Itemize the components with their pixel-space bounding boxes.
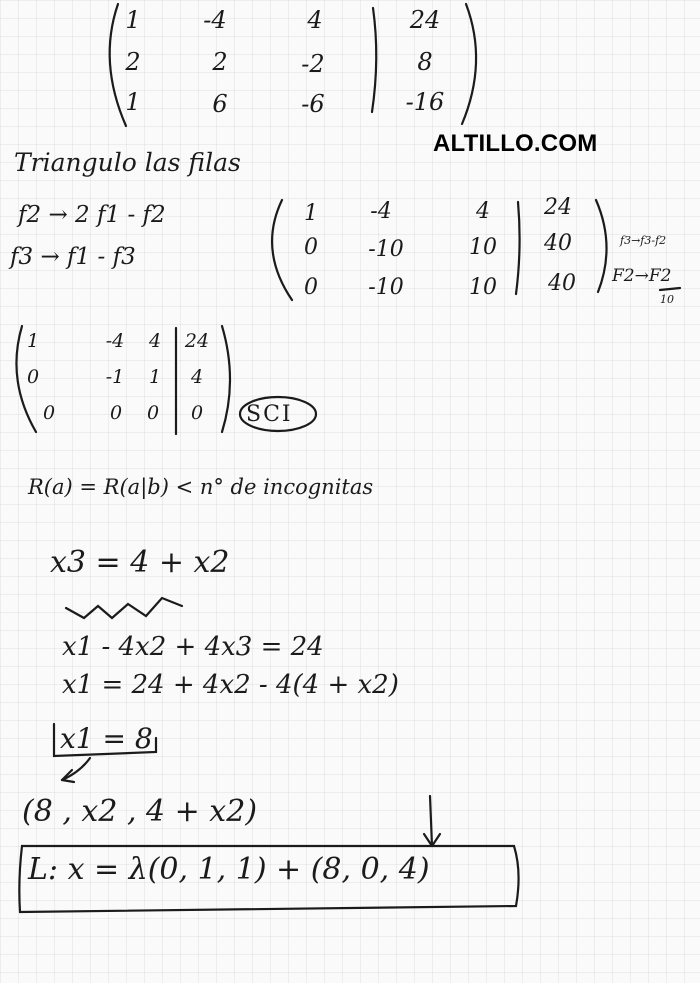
- equation-x3: x3 = 4 + x2: [50, 545, 230, 580]
- m1-r2c1: 2: [125, 48, 141, 76]
- rank-statement: R(a) = R(a|b) < n° de incognitas: [28, 475, 374, 499]
- m2-r3c3: 10: [469, 275, 497, 300]
- m3-r2c2: -1: [105, 366, 125, 388]
- m1-r3c3: -6: [301, 90, 325, 118]
- m2-r2c2: -10: [368, 237, 404, 262]
- m2-r3c1: 0: [304, 275, 318, 300]
- x1-box: [54, 724, 156, 756]
- m2-r2c3: 10: [469, 235, 497, 260]
- m3-r1c4: 24: [184, 330, 210, 352]
- m3-right-paren: [222, 326, 230, 432]
- m3-r2c1: 0: [26, 366, 40, 388]
- m2-r3c4: 40: [548, 271, 576, 296]
- m2-r2c4: 40: [544, 231, 572, 256]
- m2-r1c4: 24: [544, 195, 572, 220]
- m3-r3c2: 0: [109, 402, 123, 424]
- m3-r2c4: 4: [190, 366, 204, 388]
- m1-r3c4: -16: [405, 88, 445, 116]
- m1-r1c1: 1: [125, 6, 141, 34]
- m3-r1c2: -4: [105, 330, 125, 352]
- m1-r1c3: 4: [307, 6, 323, 34]
- side-note-2: F2→F2: [612, 266, 672, 286]
- m2-right-paren: [596, 200, 607, 292]
- solution-box: [19, 846, 518, 912]
- scribble: [66, 598, 182, 618]
- m3-left-paren: [16, 326, 36, 432]
- m1-divider: [372, 8, 376, 112]
- m2-r1c3: 4: [476, 199, 490, 224]
- m1-r2c2: 2: [212, 48, 228, 76]
- m3-r1c3: 4: [148, 330, 162, 352]
- m2-r3c2: -10: [368, 275, 404, 300]
- brand-logo-text: ALTILLO.COM: [433, 130, 598, 157]
- m1-r2c4: 8: [417, 48, 433, 76]
- equation-x1-substitution: x1 = 24 + 4x2 - 4(4 + x2): [62, 670, 399, 700]
- sci-label: SCI: [246, 402, 293, 427]
- sci-circle: [240, 397, 316, 431]
- m3-r2c3: 1: [148, 366, 162, 388]
- m1-r3c1: 1: [125, 88, 141, 116]
- m1-r3c2: 6: [212, 90, 228, 118]
- m2-left-paren: [272, 200, 292, 300]
- m3-r3c4: 0: [190, 402, 204, 424]
- m1-left-paren: [110, 4, 126, 126]
- m1-r1c2: -4: [203, 6, 227, 34]
- m2-r1c2: -4: [370, 199, 392, 224]
- m1-right-paren: [462, 4, 476, 124]
- m3-r3c3: 0: [146, 402, 160, 424]
- solution-line: L: x = λ(0, 1, 1) + (8, 0, 4): [28, 852, 430, 887]
- m2-r1c1: 1: [304, 201, 318, 226]
- row-op-2: f3 → f1 - f3: [10, 244, 136, 270]
- row-op-1: f2 → 2 f1 - f2: [18, 202, 166, 228]
- solution-tuple: (8 , x2 , 4 + x2): [22, 794, 258, 829]
- m3-r1c1: 1: [26, 330, 40, 352]
- triangulate-heading: Triangulo las filas: [14, 148, 241, 177]
- equation-x1-result: x1 = 8: [60, 722, 153, 755]
- equation-system: x1 - 4x2 + 4x3 = 24: [62, 632, 324, 662]
- m1-r1c4: 24: [409, 6, 441, 34]
- side-note-1: f3→f3-f2: [620, 234, 667, 247]
- m1-r2c3: -2: [301, 50, 325, 78]
- m2-r2c1: 0: [304, 235, 318, 260]
- m2-divider: [516, 202, 520, 294]
- m3-r3c1: 0: [42, 402, 56, 424]
- side-note-3: 10: [660, 293, 674, 306]
- note-underline: [660, 288, 680, 290]
- arrow-to-solution: [430, 796, 432, 846]
